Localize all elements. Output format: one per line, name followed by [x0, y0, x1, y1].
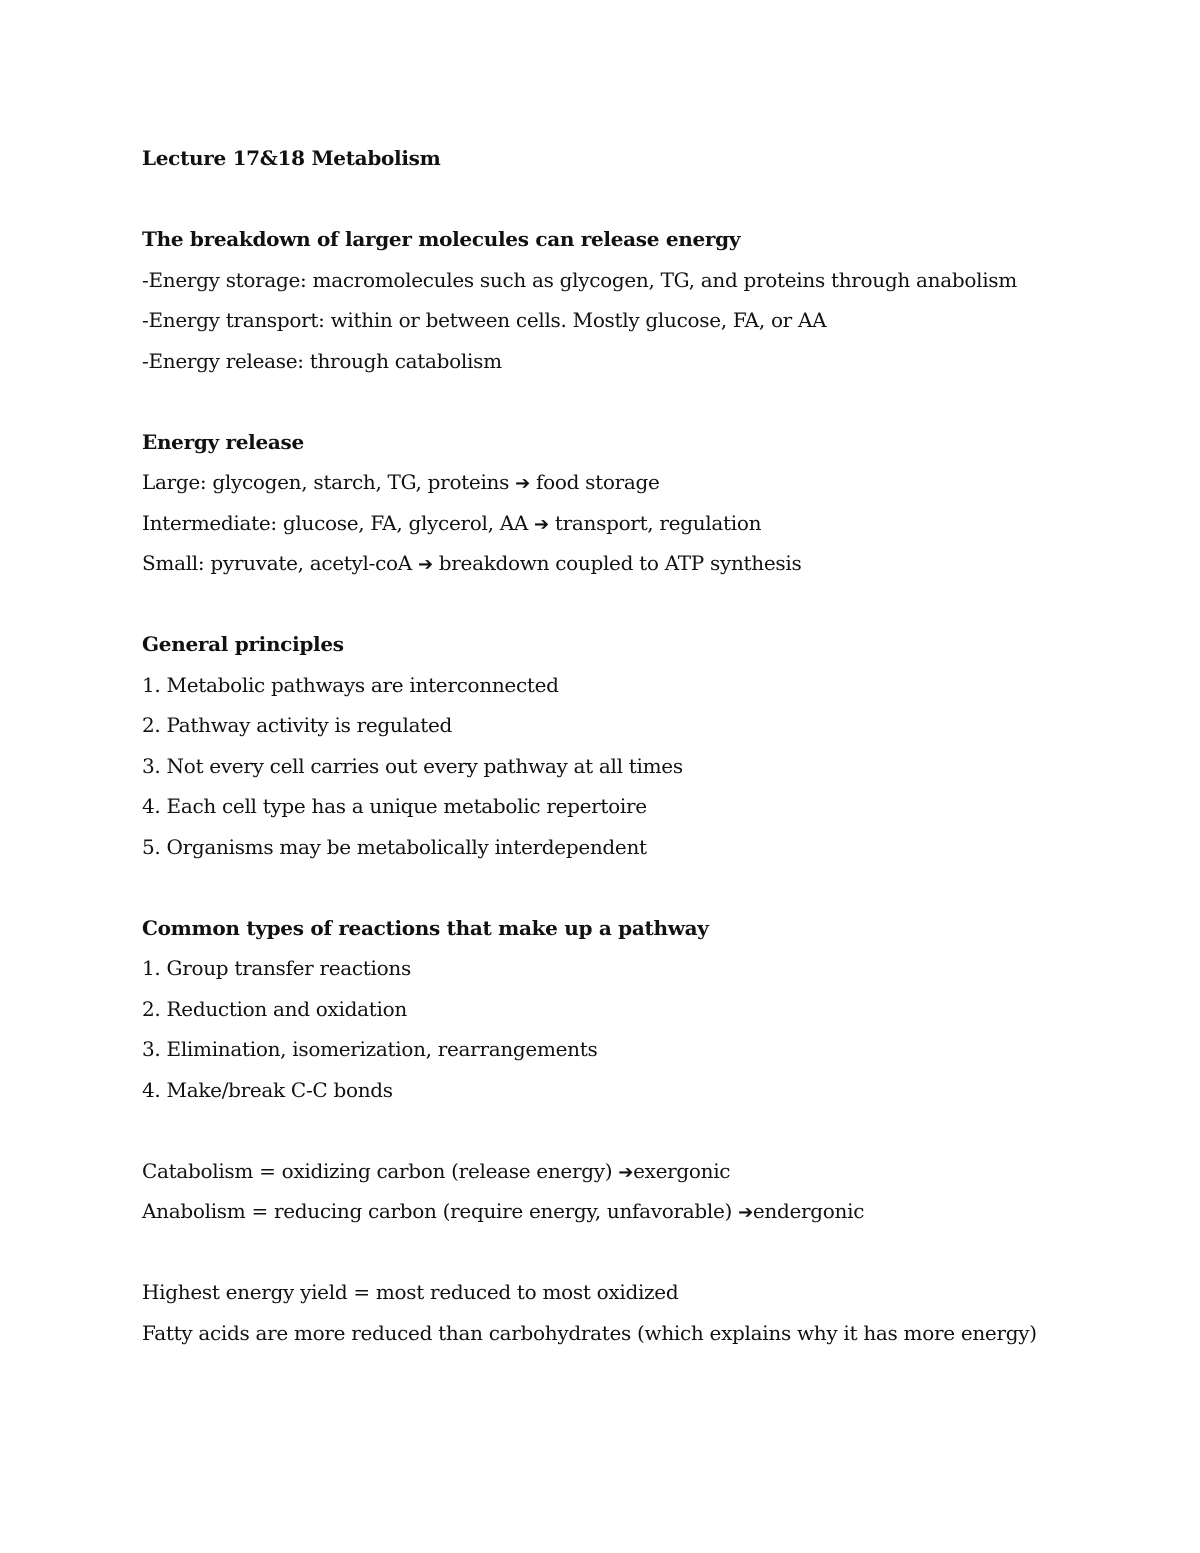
anabolism-line — [142, 1191, 1102, 1232]
intermediate-molecules-text: Intermediate: glucose, FA, glycerol, AA — [142, 510, 535, 535]
spacer — [142, 1232, 1102, 1273]
reaction-type-item: 4. Make/break C-C bonds — [142, 1077, 393, 1102]
catabolism-result: exergonic — [633, 1158, 731, 1183]
small-molecules-role: breakdown coupled to ATP synthesis — [432, 551, 802, 575]
principle-item: 5. Organisms may be metabolically interdependent — [142, 834, 647, 859]
reaction-type-item: 1. Group transfer reactions — [142, 956, 411, 980]
right-arrow-icon: ➔ — [618, 1161, 634, 1183]
reaction-type-item: 2. Reduction and oxidation — [142, 996, 407, 1021]
small-molecules-text: Small: pyruvate, acetyl-coA — [142, 551, 418, 575]
principle-item: 1. Metabolic pathways are interconnected — [142, 672, 559, 697]
large-molecules-role: food storage — [529, 470, 660, 494]
document-page — [142, 138, 1102, 1353]
fatty-acids-line: Fatty acids are more reduced than carbohydrates (which explains why it has more energy) — [142, 1320, 1037, 1345]
catabolism-line — [142, 1151, 1102, 1192]
section-heading-general-principles: General principles — [142, 632, 344, 656]
energy-transport-line: -Energy transport: within or between cells. Mostly glucose, FA, or AA — [142, 308, 827, 332]
spacer — [142, 179, 1102, 220]
principle-item: 3. Not every cell carries out every pathway at all times — [142, 753, 683, 778]
energy-release-line: -Energy release: through catabolism — [142, 348, 502, 373]
section-heading-breakdown: The breakdown of larger molecules can release energy — [142, 227, 741, 251]
large-molecules-line — [142, 462, 1102, 503]
spacer — [142, 867, 1102, 908]
catabolism-text: Catabolism = oxidizing carbon (release energy) — [142, 1158, 619, 1183]
reaction-type-item: 3. Elimination, isomerization, rearrangements — [142, 1037, 598, 1061]
section-heading-energy-release: Energy release — [142, 429, 304, 454]
document-title: Lecture 17&18 Metabolism — [142, 146, 441, 170]
energy-storage-line: -Energy storage: macromolecules such as glycogen, TG, and proteins through anabolism — [142, 267, 1017, 292]
intermediate-molecules-role: transport, regulation — [548, 510, 762, 535]
principle-item: 4. Each cell type has a unique metabolic repertoire — [142, 794, 647, 818]
principle-item: 2. Pathway activity is regulated — [142, 713, 452, 737]
anabolism-text: Anabolism = reducing carbon (require energy, unfavorable) — [142, 1199, 739, 1223]
right-arrow-icon: ➔ — [534, 513, 549, 535]
spacer — [142, 1110, 1102, 1151]
right-arrow-icon: ➔ — [417, 554, 433, 575]
section-heading-reaction-types: Common types of reactions that make up a pathway — [142, 915, 709, 940]
small-molecules-line — [142, 543, 1102, 584]
intermediate-molecules-line — [142, 503, 1102, 544]
right-arrow-icon: ➔ — [515, 473, 530, 494]
anabolism-result: endergonic — [752, 1199, 865, 1223]
spacer — [142, 381, 1102, 422]
large-molecules-text: Large: glycogen, starch, TG, proteins — [142, 470, 516, 494]
energy-yield-line: Highest energy yield = most reduced to most oxidized — [142, 1280, 679, 1304]
right-arrow-icon: ➔ — [738, 1202, 753, 1223]
spacer — [142, 584, 1102, 625]
